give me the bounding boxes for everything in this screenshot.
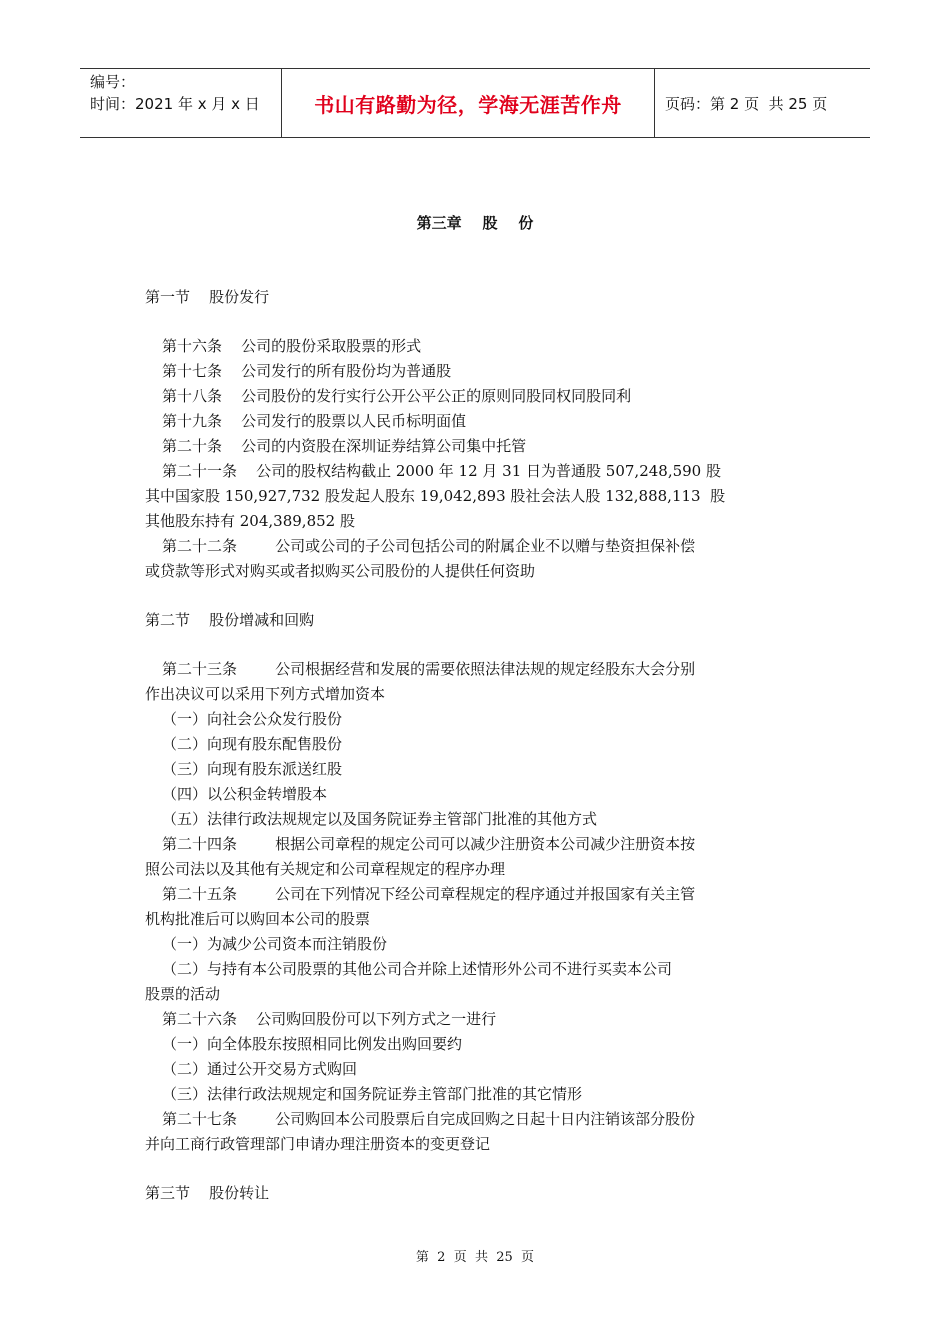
- article-line: 第十七条 公司发行的所有股份均为普通股: [162, 362, 452, 380]
- article-line: 第二十七条 公司购回本公司股票后自完成回购之日起十日内注销该部分股份: [162, 1110, 696, 1128]
- section-heading: 第三节 股份转让: [145, 1184, 270, 1202]
- article-line: 第二十二条 公司或公司的子公司包括公司的附属企业不以赠与垫资担保补偿: [162, 537, 696, 555]
- number-label: 编号：: [90, 73, 136, 91]
- article-line: 第二十五条 公司在下列情况下经公司章程规定的程序通过并报国家有关主管: [162, 885, 696, 903]
- article-line: 第十九条 公司发行的股票以人民币标明面值: [162, 412, 467, 430]
- article-line: 照公司法以及其他有关规定和公司章程规定的程序办理: [145, 860, 506, 878]
- list-item: （五）法律行政法规规定以及国务院证券主管部门批准的其他方式: [162, 810, 598, 828]
- list-item: （三）向现有股东派送红股: [162, 760, 343, 778]
- article-line: 股票的活动: [145, 985, 221, 1003]
- list-item: （四）以公积金转增股本: [162, 785, 328, 803]
- article-line: 第二十六条 公司购回股份可以下列方式之一进行: [162, 1010, 497, 1028]
- article-line: 第二十三条 公司根据经营和发展的需要依照法律法规的规定经股东大会分别: [162, 660, 696, 678]
- article-line: 第二十四条 根据公司章程的规定公司可以减少注册资本公司减少注册资本按: [162, 835, 696, 853]
- list-item: （二）向现有股东配售股份: [162, 735, 343, 753]
- section-heading: 第一节 股份发行: [145, 288, 270, 306]
- list-item: （二）通过公开交易方式购回: [162, 1060, 358, 1078]
- article-line: 作出决议可以采用下列方式增加资本: [145, 685, 386, 703]
- article-line: 或贷款等形式对购买或者拟购买公司股份的人提供任何资助: [145, 562, 536, 580]
- article-line: 其中国家股 150,927,732 股发起人股东 19,042,893 股社会法人股 132,888,113 股: [145, 487, 726, 505]
- page-header: [80, 68, 870, 138]
- article-line: 机构批准后可以购回本公司的股票: [145, 910, 371, 928]
- time-label: 时间：2021 年 x 月 x 日: [90, 95, 260, 113]
- chapter-title: 第三章 股 份: [416, 214, 534, 232]
- article-line: 第二十条 公司的内资股在深圳证券结算公司集中托管: [162, 437, 527, 455]
- article-line: 第十六条 公司的股份采取股票的形式: [162, 337, 422, 355]
- list-item: （三）法律行政法规规定和国务院证券主管部门批准的其它情形: [162, 1085, 583, 1103]
- header-page-info: 页码：第 2 页 共 25 页: [665, 94, 828, 113]
- list-item: （一）向社会公众发行股份: [162, 710, 343, 728]
- list-item: （一）为减少公司资本而注销股份: [162, 935, 388, 953]
- header-meta: [80, 69, 282, 137]
- header-motto: 书山有路勤为径，学海无涯苦作舟: [282, 69, 655, 137]
- article-line: 并向工商行政管理部门申请办理注册资本的变更登记: [145, 1135, 491, 1153]
- article-line: 第二十一条 公司的股权结构截止 2000 年 12 月 31 日为普通股 507,248,590 股: [162, 462, 721, 480]
- list-item: （二）与持有本公司股票的其他公司合并除上述情形外公司不进行买卖本公司: [162, 960, 673, 978]
- list-item: （一）向全体股东按照相同比例发出购回要约: [162, 1035, 463, 1053]
- page-footer: 第 2 页 共 25 页: [415, 1250, 535, 1265]
- article-line: 第十八条 公司股份的发行实行公开公平公正的原则同股同权同股同利: [162, 387, 632, 405]
- section-heading: 第二节 股份增减和回购: [145, 611, 315, 629]
- article-line: 其他股东持有 204,389,852 股: [145, 512, 355, 530]
